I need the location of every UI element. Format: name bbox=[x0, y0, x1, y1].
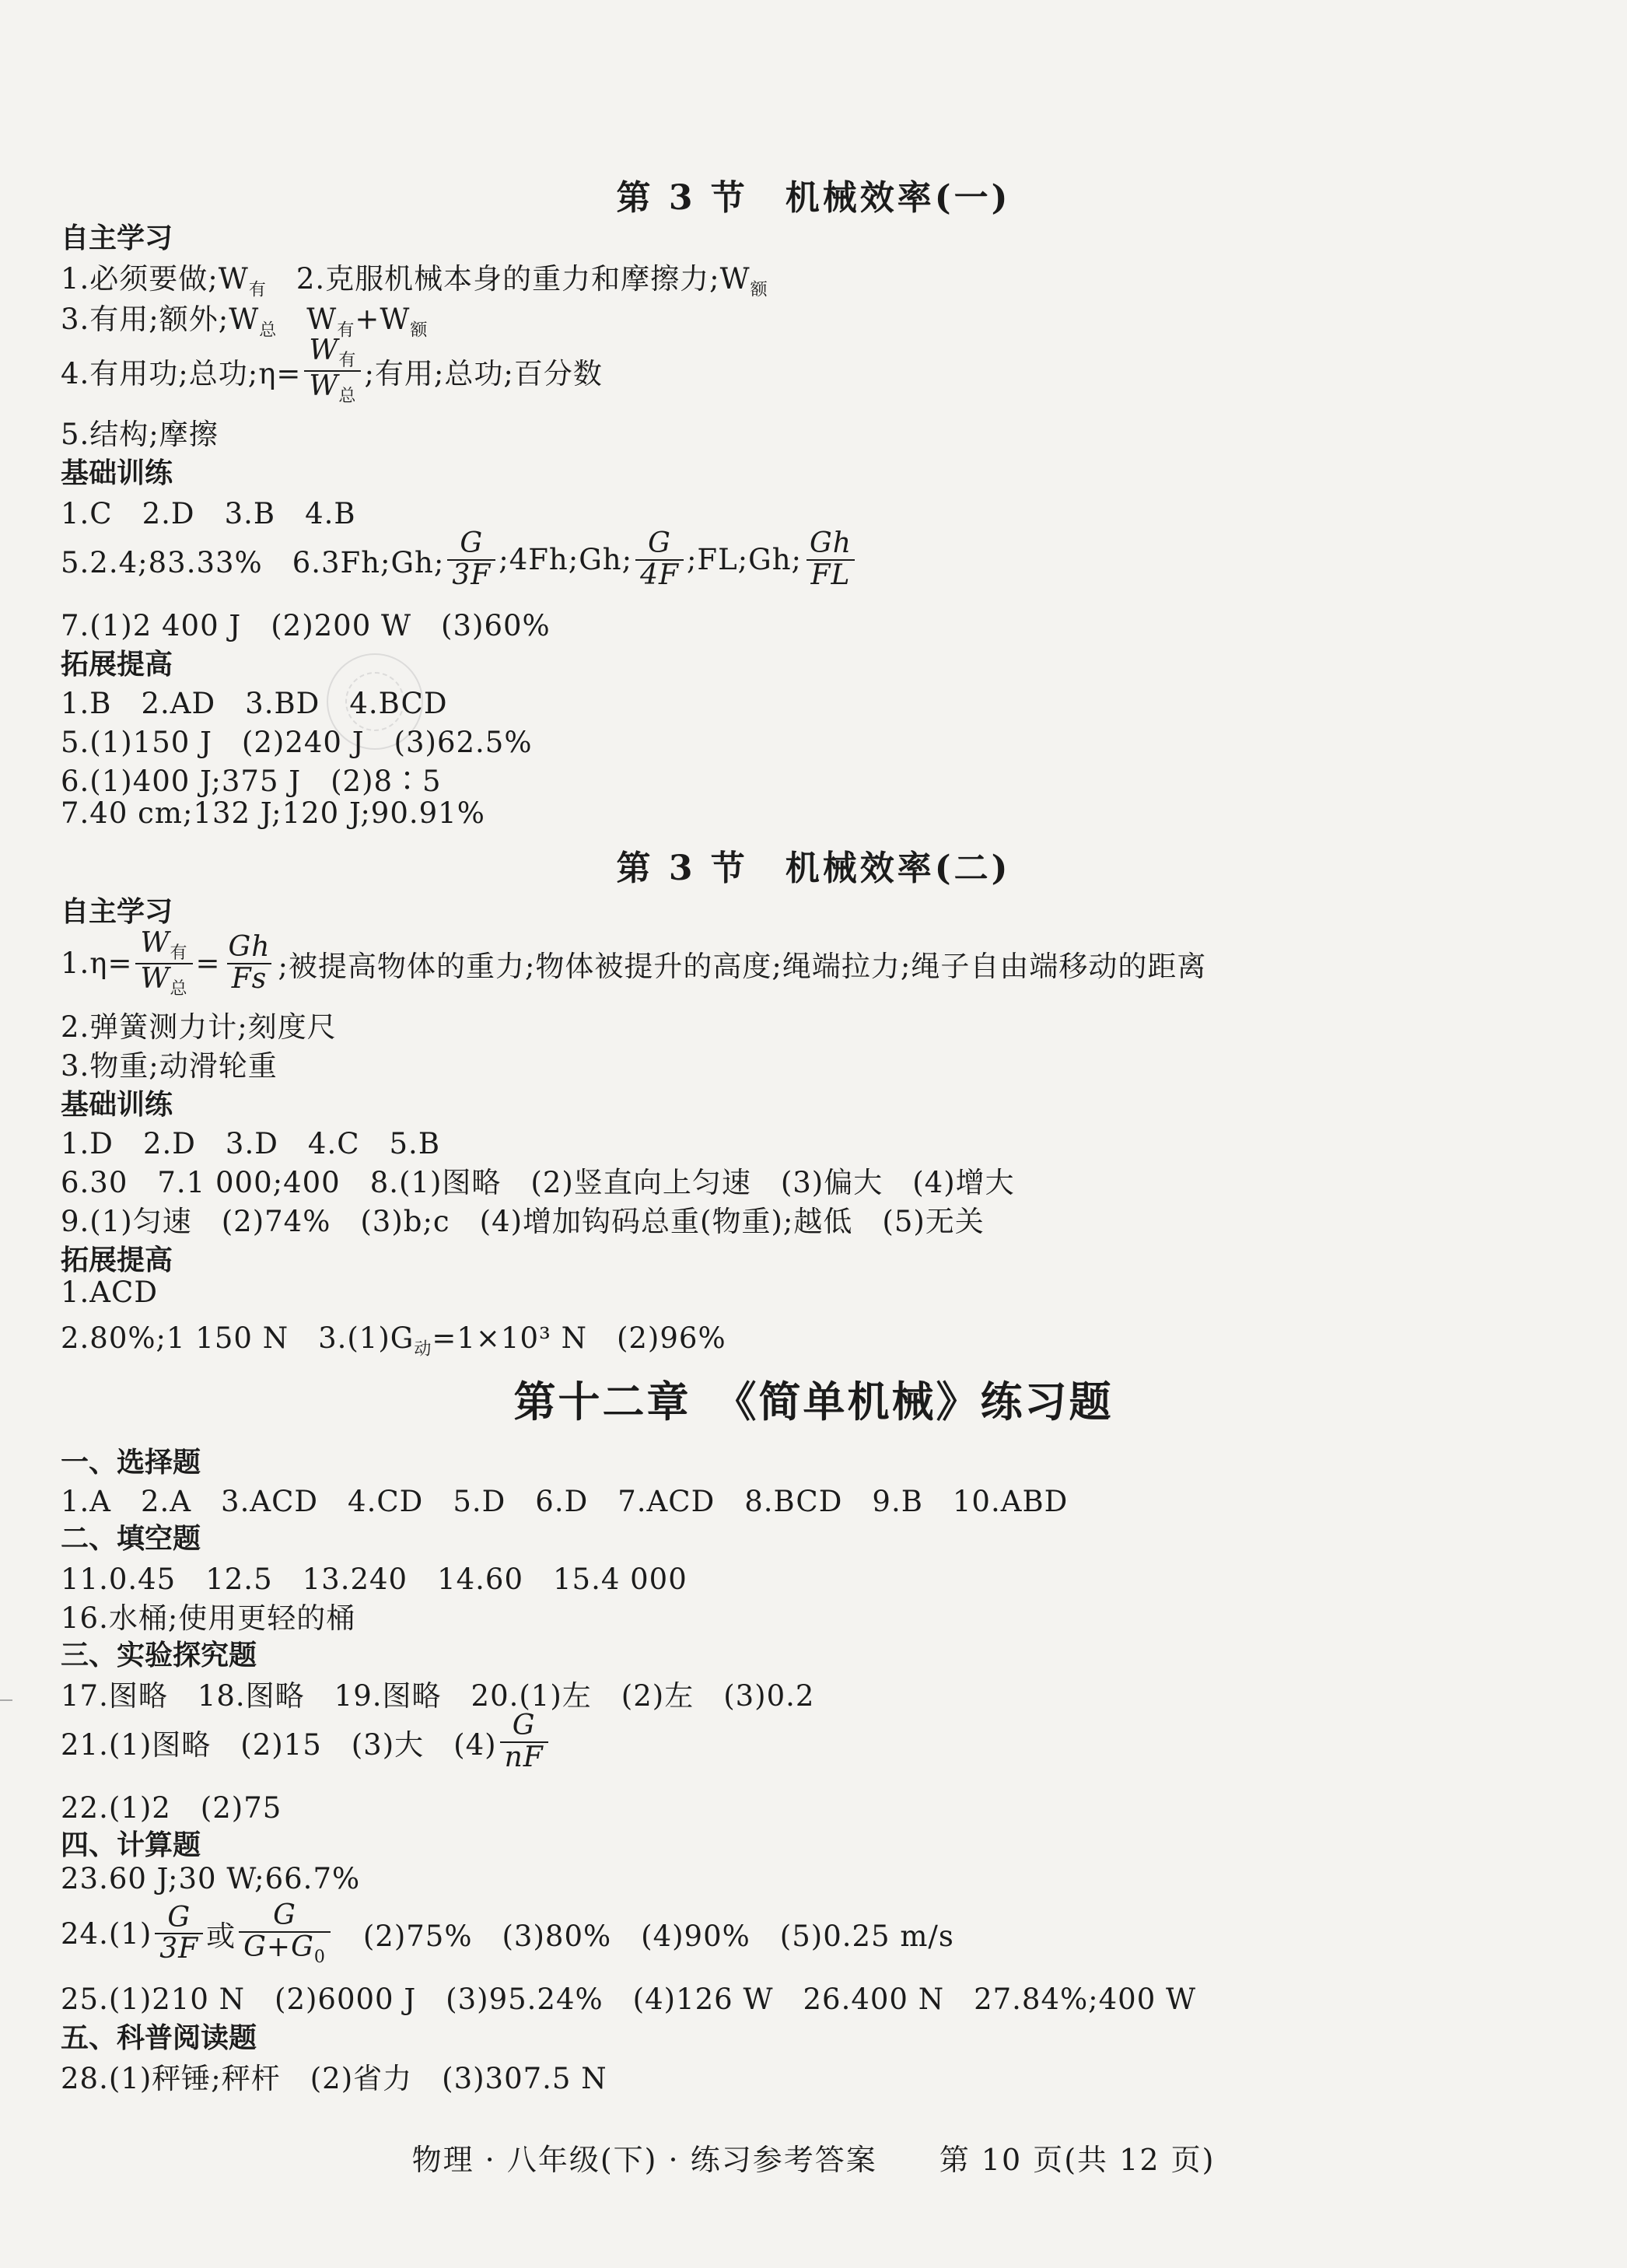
section-title-efficiency-1: 第 3 节 机械效率(一) bbox=[616, 178, 1011, 218]
answer-line: 5.结构;摩擦 bbox=[61, 418, 219, 451]
fraction: $\frac{G}{4F}$ bbox=[635, 529, 684, 591]
answer-line: 9.(1)匀速 (2)74% (3)b;c (4)增加钩码总重(物重);越低 (5)无关 bbox=[61, 1205, 985, 1238]
answer-line: 22.(1)2 (2)75 bbox=[61, 1791, 282, 1825]
answer-line-formula: 5.2.4;83.33% 6.3Fh;Gh; $\frac{G}{3F}$ ;4Fh;Gh; $\frac{G}{4F}$ ;FL;Gh; $\frac{Gh}{FL}$ bbox=[61, 529, 859, 591]
answer-line: 1.ACD bbox=[61, 1276, 158, 1309]
fraction: $\frac{G}{nF}$ bbox=[500, 1711, 548, 1773]
answer-line: 1.B 2.AD 3.BD 4.BCD bbox=[61, 687, 448, 720]
fraction: $\frac{Gh}{Fs}$ bbox=[228, 931, 271, 995]
fraction: $\frac{W_有}{W_总}$ bbox=[135, 929, 192, 999]
answer-line: 1.C 2.D 3.B 4.B bbox=[61, 497, 356, 530]
heading-fill-blank: 二、填空题 bbox=[61, 1523, 201, 1555]
heading-basic-training: 基础训练 bbox=[61, 457, 173, 489]
fraction: $\frac{G}{G+G_0}$ bbox=[239, 1901, 331, 1967]
heading-science-reading: 五、科普阅读题 bbox=[61, 2022, 257, 2054]
answer-line: 5.(1)150 J (2)240 J (3)62.5% bbox=[61, 726, 533, 759]
answer-line: 23.60 J;30 W;66.7% bbox=[61, 1862, 361, 1895]
answer-line: 1.D 2.D 3.D 4.C 5.B bbox=[61, 1127, 441, 1160]
answer-line: 17.图略 18.图略 19.图略 20.(1)左 (2)左 (3)0.2 bbox=[61, 1679, 815, 1713]
answer-line: 2.80%;1 150 N $3.(1)G_动=1\times 10^3$ N (2)96% bbox=[61, 1321, 726, 1360]
section-title-efficiency-2: 第 3 节 机械效率(二) bbox=[616, 849, 1011, 888]
answer-line: 25.(1)210 N (2)6000 J (3)95.24% (4)126 W 26.400 N 27.84%;400 W bbox=[61, 1983, 1197, 2016]
answer-line: 3.有用;额外$;W_总$ $W_有+W_额$ bbox=[61, 303, 429, 341]
heading-calculation: 四、计算题 bbox=[61, 1829, 201, 1861]
fraction: $\frac{W_有}{W_总}$ bbox=[304, 336, 361, 406]
answer-line-formula: 1.η= $\frac{W_有}{W_总}$ = $\frac{Gh}{Fs}$ ;被提高物体的重力;物体被提升的高度;绳端拉力;绳子自由端移动的距离 bbox=[61, 927, 1207, 999]
fraction: $\frac{G}{3F}$ bbox=[447, 529, 495, 591]
heading-basic-training: 基础训练 bbox=[61, 1089, 173, 1121]
answer-line: 11.0.45 12.5 13.240 14.60 15.4 000 bbox=[61, 1563, 688, 1596]
answer-line: 16.水桶;使用更轻的桶 bbox=[61, 1601, 356, 1635]
heading-self-study: 自主学习 bbox=[61, 896, 173, 928]
heading-multiple-choice: 一、选择题 bbox=[61, 1447, 201, 1479]
heading-extension: 拓展提高 bbox=[61, 1244, 173, 1276]
answer-line-formula: 21.(1)图略 (2)15 (3)大 (4) $\frac{G}{nF}$ bbox=[61, 1711, 551, 1773]
answer-line: 1.A 2.A 3.ACD 4.CD 5.D 6.D 7.ACD 8.BCD 9.B 10.ABD bbox=[61, 1485, 1069, 1518]
heading-extension: 拓展提高 bbox=[61, 649, 173, 681]
fraction: $\frac{Gh}{FL}$ bbox=[805, 529, 856, 591]
answer-line: 7.40 cm;132 J;120 J;90.91% bbox=[61, 796, 485, 830]
answer-line: 1.必须要做$;W_有$ 2.克服机械本身的重力和摩擦力$;W_额$ bbox=[61, 262, 768, 300]
answer-line-formula: 24.(1) $\frac{G}{3F}$ 或 $\frac{G}{G+G_0}$ (2)75% (3)80% (4)90% (5)0.25 m/s bbox=[61, 1899, 954, 1968]
answer-line: 7.(1)2 400 J (2)200 W (3)60% bbox=[61, 609, 551, 642]
answer-line: 6.30 7.1 000;400 8.(1)图略 (2)竖直向上匀速 (3)偏大 (4)增大 bbox=[61, 1166, 1015, 1199]
scan-mark bbox=[0, 1699, 12, 1701]
heading-experiment: 三、实验探究题 bbox=[61, 1640, 257, 1671]
chapter-title: 第十二章 《简单机械》练习题 bbox=[513, 1377, 1114, 1426]
heading-self-study: 自主学习 bbox=[61, 222, 173, 254]
answer-line-formula: 4.有用功;总功;η= $\frac{W_有}{W_总}$ ;有用;总功;百分数 bbox=[61, 334, 603, 407]
answer-line: 3.物重;动滑轮重 bbox=[61, 1049, 278, 1083]
answer-line: 28.(1)秤锤;秤杆 (2)省力 (3)307.5 N bbox=[61, 2062, 607, 2095]
answer-line: 2.弹簧测力计;刻度尺 bbox=[61, 1010, 337, 1044]
fraction: $\frac{G}{3F}$ bbox=[155, 1903, 203, 1965]
answer-line: 6.(1)400 J;375 J (2)8∶5 bbox=[61, 765, 442, 798]
page-footer: 物理 · 八年级(下) · 练习参考答案 第 10 页(共 12 页) bbox=[411, 2143, 1216, 2177]
